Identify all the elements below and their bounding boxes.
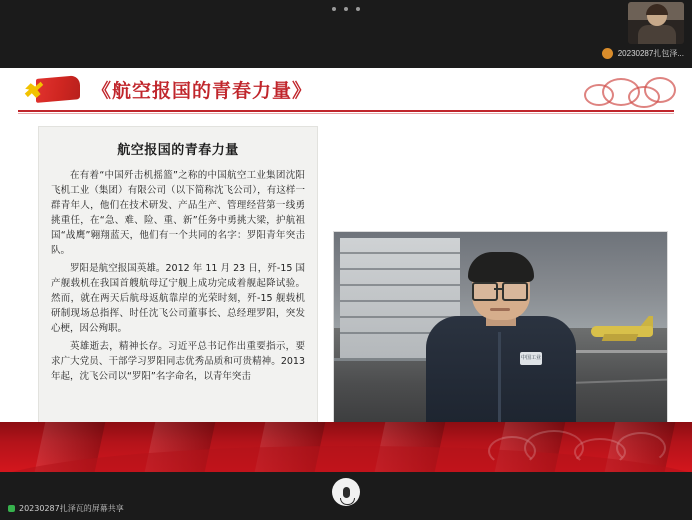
header-divider [18,110,674,112]
screen-share-status [8,503,124,514]
article-title: 航空报国的青春力量 [117,143,239,158]
slide-title: 《航空报国的青春力量》 [92,80,313,102]
flag-shape [36,75,80,103]
decorative-flourish-icon [580,74,676,108]
screen-share-label: 20230287扎泽瓦的屏幕共享 [19,504,124,513]
article-paragraph: 在有着“中国歼击机摇篮”之称的中国航空工业集团沈阳飞机工业（集团）有限公司（以下简称沈飞公司），有这样一群青年人，他们在技术研发、产品生产、管理经营第一线勇挑重任，在“急、难、险、重、新”任务中勇挑大梁，护航祖国“战鹰”翱翔蓝天，他们有一个共同的名字：罗阳青年突击队。 [51,170,305,256]
curtain-flourish-icon [488,426,668,466]
screen-share-icon [8,505,15,512]
article-body [51,168,305,384]
photo-glasses-right [502,282,528,301]
photo-person-mouth [490,308,510,311]
self-avatar-body [638,25,676,44]
meeting-top-bar [0,0,692,68]
participant-row[interactable] [602,46,684,60]
meeting-bottom-bar [0,472,692,520]
participant-name: 20230287扎包泽... [617,48,684,58]
slide-photo [333,231,668,431]
article-paragraph: 罗阳是航空报国英雄。2012 年 11 月 23 日，歼-15 国产舰载机在我国首艘航母辽宁舰上成功完成着舰起降试验。然而，就在两天后航母返航靠岸的光荣时刻，歼-15 舰载机研制现场总指挥、时任沈飞公司董事长、总经理罗阳，突发心梗，因公殉职。 [51,263,305,334]
photo-chest-badge: 中国工业 [520,352,542,365]
article-paragraph: 英雄逝去，精神长存。习近平总书记作出重要指示，要求广大党员、干部学习罗阳同志优秀品质和可贵精神。2013 年起，沈飞公司以“罗阳”名字命名，以青年突击 [51,341,305,382]
microphone-icon [343,487,350,498]
dot [356,7,360,11]
article-text-panel [38,126,318,446]
more-options-icon[interactable] [332,4,360,14]
participant-avatar [602,48,613,59]
photo-glasses-left [472,282,498,301]
photo-jet-wing [602,334,639,341]
microphone-button[interactable] [332,478,360,506]
photo-coat-zipper [498,332,501,430]
photo-person-hair [468,252,534,282]
slide-header [0,68,692,118]
dot [332,7,336,11]
shared-screen-content[interactable] [0,68,692,461]
photo-person-coat [426,316,576,430]
party-flag-emblem-icon [22,76,80,110]
decorative-red-curtain [0,422,692,472]
self-video-tile[interactable] [628,2,684,44]
photo-glasses-bridge [494,288,502,290]
dot [344,7,348,11]
